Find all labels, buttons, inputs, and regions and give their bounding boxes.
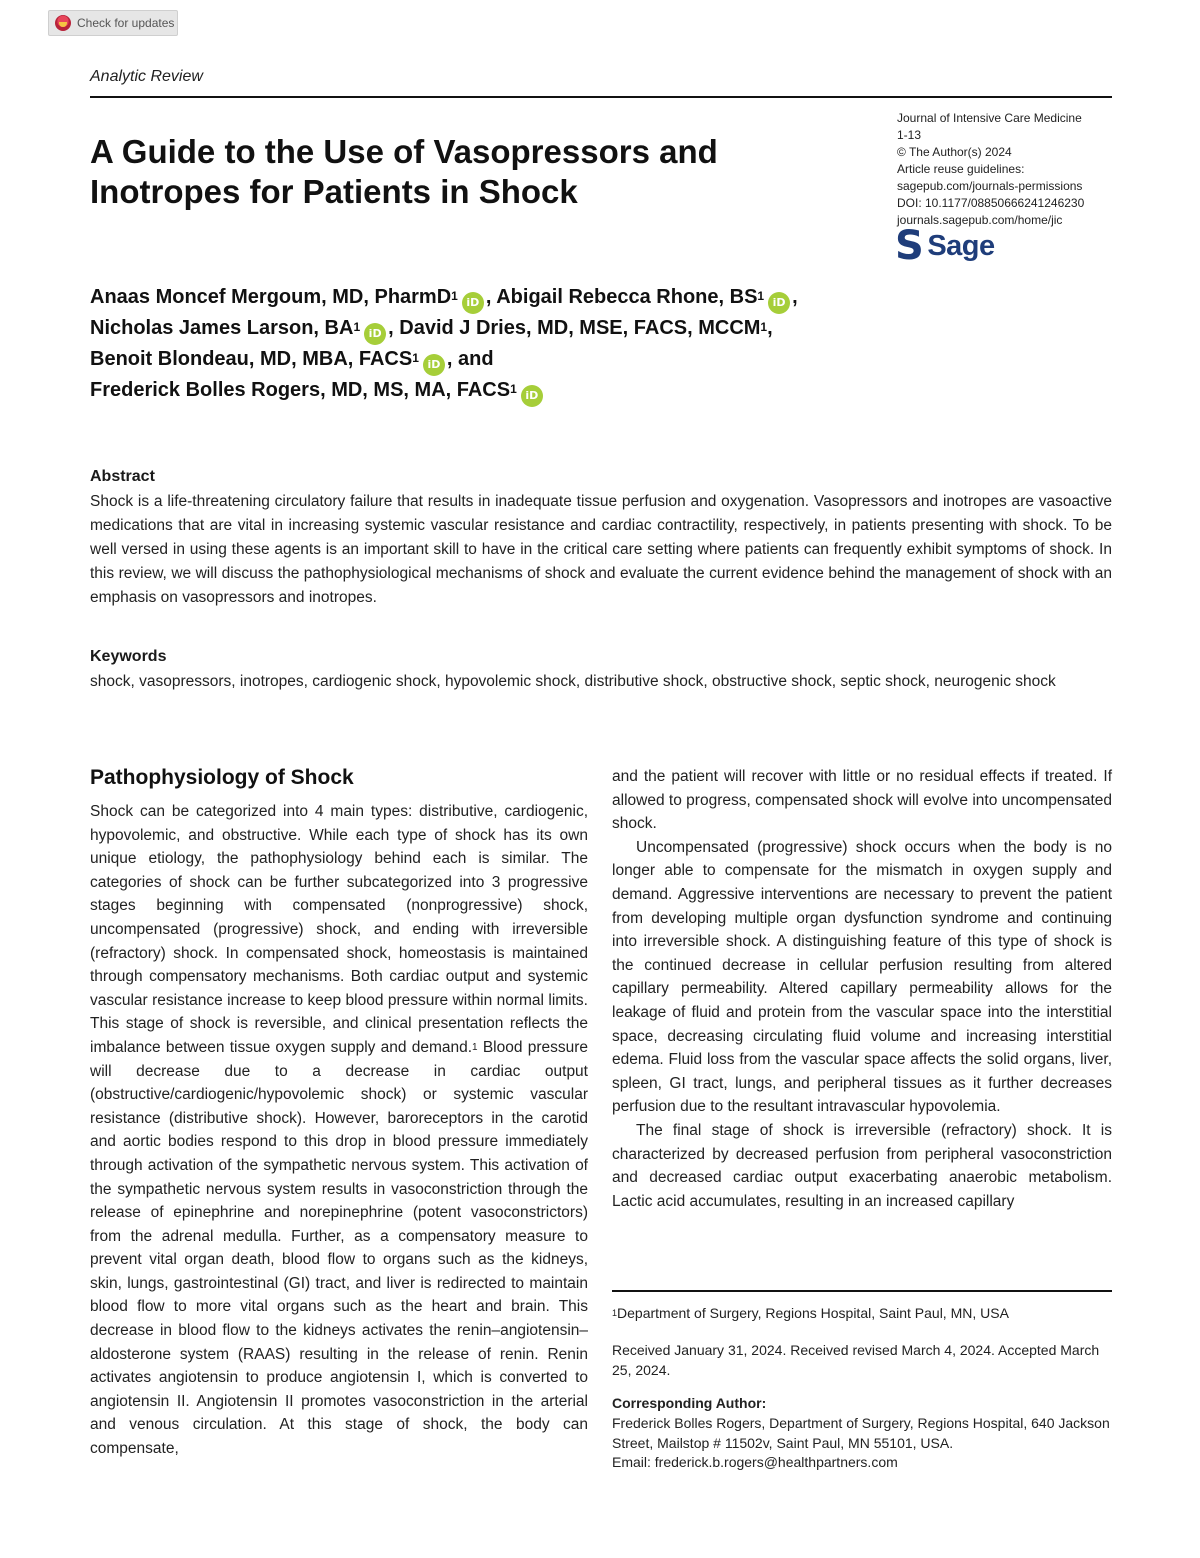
corresponding-author-address: Frederick Bolles Rogers, Department of Surgery, Regions Hospital, 640 Jackson Street, Mailstop # 11502v, Saint Paul, MN 55101, USA. [612, 1415, 1110, 1451]
author-name: Nicholas James Larson, BA [90, 317, 354, 339]
corresponding-author-email[interactable]: Email: frederick.b.rogers@healthpartners.com [612, 1454, 898, 1470]
abstract-heading: Abstract [90, 468, 155, 485]
author-affiliation-marker: 1 [757, 289, 765, 303]
author-separator: , [792, 286, 798, 308]
affiliation-note [612, 1303, 1112, 1323]
orcid-icon[interactable]: iD [423, 354, 445, 376]
body-paragraph [90, 800, 588, 1461]
body-paragraph: The final stage of shock is irreversible (refractory) shock. It is characterized by decreased perfusion from peripheral vasoconstriction and decreased cardiac output exacerbating anaerobic metabolism. Lactic acid accumulates, resulting in an increased capillary [612, 1121, 1112, 1210]
check-for-updates-label: Check for updates [77, 16, 175, 30]
affiliation-number: 1 [612, 1308, 618, 1318]
author-list [90, 283, 970, 407]
author-affiliation-marker: 1 [510, 382, 517, 396]
article-section-type: Analytic Review [90, 68, 203, 85]
author-affiliation-marker: 1 [760, 320, 768, 334]
journal-pages: 1-13 [897, 128, 922, 142]
sage-s-icon: S [895, 223, 924, 269]
body-column-right [612, 765, 1112, 1213]
article-title: A Guide to the Use of Vasopressors and Inotropes for Patients in Shock [90, 133, 718, 210]
author-separator: , and [446, 348, 494, 370]
author-name: Benoit Blondeau, MD, MBA, FACS [90, 348, 413, 370]
corresponding-author-heading: Corresponding Author: [612, 1395, 767, 1411]
author-affiliation-marker: 1 [353, 320, 361, 334]
keywords-text: shock, vasopressors, inotropes, cardiogenic shock, hypovolemic shock, distributive shock, obstructive shock, septic shock, neurogenic shock [90, 673, 1056, 690]
crossmark-icon [55, 15, 71, 31]
author-name: Abigail Rebecca Rhone, BS [496, 286, 758, 308]
journal-home-link[interactable]: journals.sagepub.com/home/jic [897, 213, 1063, 227]
author-separator: , [767, 317, 773, 339]
keywords-heading: Keywords [90, 648, 167, 665]
check-for-updates-button[interactable] [48, 10, 178, 36]
orcid-icon[interactable]: iD [364, 323, 386, 345]
paragraph-text: Blood pressure will decrease due to a decrease in cardiac output (obstructive/cardiogenic/hypovolemic shock) or systemic vascular resistance (distributive shock). However, baroreceptors in the carotid and aortic bodies respond to this drop in blood pressure immediately through activation of the sympathetic nervous system. This activation of the sympathetic nervous system results in vasoconstriction through the release of epinephrine and norepinephrine (potent vasoconstrictors) from the adrenal medulla. Further, as a compensatory measure to prevent vital organ death, blood flow to organs such as the kidneys, skin, lungs, gastrointestinal (GI) tract, and liver is redirected to maintain blood flow to more vital organs such as the heart and brain. This decrease in blood flow to the kidneys activates the renin–angiotensin–aldosterone system (RAAS) resulting in the release of renin. Renin activates angiotensin to produce angiotensin I, which is converted to angiotensin II. Angiotensin II promotes vasoconstriction in the arterial and venous circulation. At this stage of shock, the body can compensate, [90, 1038, 588, 1458]
reuse-label: Article reuse guidelines: [897, 162, 1025, 176]
sage-wordmark: Sage [927, 229, 995, 262]
journal-name: Journal of Intensive Care Medicine [897, 111, 1082, 125]
doi[interactable]: DOI: 10.1177/08850666241246230 [897, 196, 1085, 210]
abstract-text: Shock is a life-threatening circulatory failure that results in inadequate tissue perfusion and oxygenation. Vasopressors and inotropes are vasoactive medications that are vital in increasing systemic vascular resistance and cardiac contractility, respectively, in patients presenting with shock. To be well versed in using these agents is an important skill to have in the critical care setting where patients can frequently exhibit symptoms of shock. In this review, we will discuss the pathophysiological mechanisms of shock and evaluate the current evidence behind the management of shock with an emphasis on vasopressors and inotropes. [90, 493, 1112, 606]
author-affiliation-marker: 1 [451, 289, 458, 303]
author-name: Frederick Bolles Rogers, MD, MS, MA, FACS [90, 379, 511, 401]
affiliation-text: Department of Surgery, Regions Hospital, Saint Paul, MN, USA [617, 1305, 1009, 1321]
received-dates: Received January 31, 2024. Received revised March 4, 2024. Accepted March 25, 2024. [612, 1342, 1100, 1378]
journal-copyright: © The Author(s) 2024 [897, 145, 1012, 159]
corresponding-author-details [612, 1414, 1117, 1473]
reuse-link[interactable]: sagepub.com/journals-permissions [897, 179, 1083, 193]
author-separator: , [388, 317, 400, 339]
orcid-icon[interactable]: iD [521, 385, 543, 407]
paragraph-text: Shock can be categorized into 4 main types: distributive, cardiogenic, hypovolemic, and obstructive. While each type of shock has its own unique etiology, the pathophysiology behind each is similar. The categories of shock can be further subcategorized into 3 progressive stages beginning with compensated (nonprogressive) shock, uncompensated (progressive) shock, and ending with irreversible (refractory) shock. In compensated shock, homeostasis is maintained through compensatory mechanisms. Both cardiac output and systemic vascular resistance increase to keep blood pressure within normal limits. This stage of shock is reversible, and clinical presentation reflects the imbalance between tissue oxygen supply and demand. [90, 803, 588, 1056]
body-paragraph: Uncompensated (progressive) shock occurs when the body is no longer able to compensate for the mismatch in oxygen supply and demand. Aggressive interventions are necessary to prevent the patient from developing multiple organ dysfunction syndrome and continuing into irreversible shock. A distinguishing feature of this type of shock is the continued decrease in cellular perfusion resulting from altered capillary permeability. Altered capillary permeability allows for the leakage of fluid and protein from the vascular space into the interstitial space, decreasing circulating fluid volume and increasing interstitial edema. Fluid loss from the vascular space affects the solid organs, liver, spleen, GI tract, lungs, and peripheral tissues as it further decreases perfusion due to the resultant intravascular hypovolemia. [612, 838, 1112, 1116]
author-name: David J Dries, MD, MSE, FACS, MCCM [399, 317, 761, 339]
orcid-icon[interactable]: iD [768, 292, 790, 314]
body-column-left [90, 766, 588, 1461]
journal-info [897, 110, 1112, 229]
author-name: Anaas Moncef Mergoum, MD, PharmD [90, 286, 452, 308]
sage-logo [895, 223, 995, 269]
section-heading: Pathophysiology of Shock [90, 766, 354, 789]
body-paragraph: and the patient will recover with little or no residual effects if treated. If allowed to progress, compensated shock will evolve into uncompensated shock. [612, 768, 1112, 833]
reference-marker[interactable]: 1 [472, 1041, 478, 1053]
author-separator: , [485, 286, 497, 308]
footnote-rule [612, 1290, 1112, 1292]
header-rule [90, 96, 1112, 98]
orcid-icon[interactable]: iD [462, 292, 484, 314]
author-affiliation-marker: 1 [412, 351, 419, 365]
